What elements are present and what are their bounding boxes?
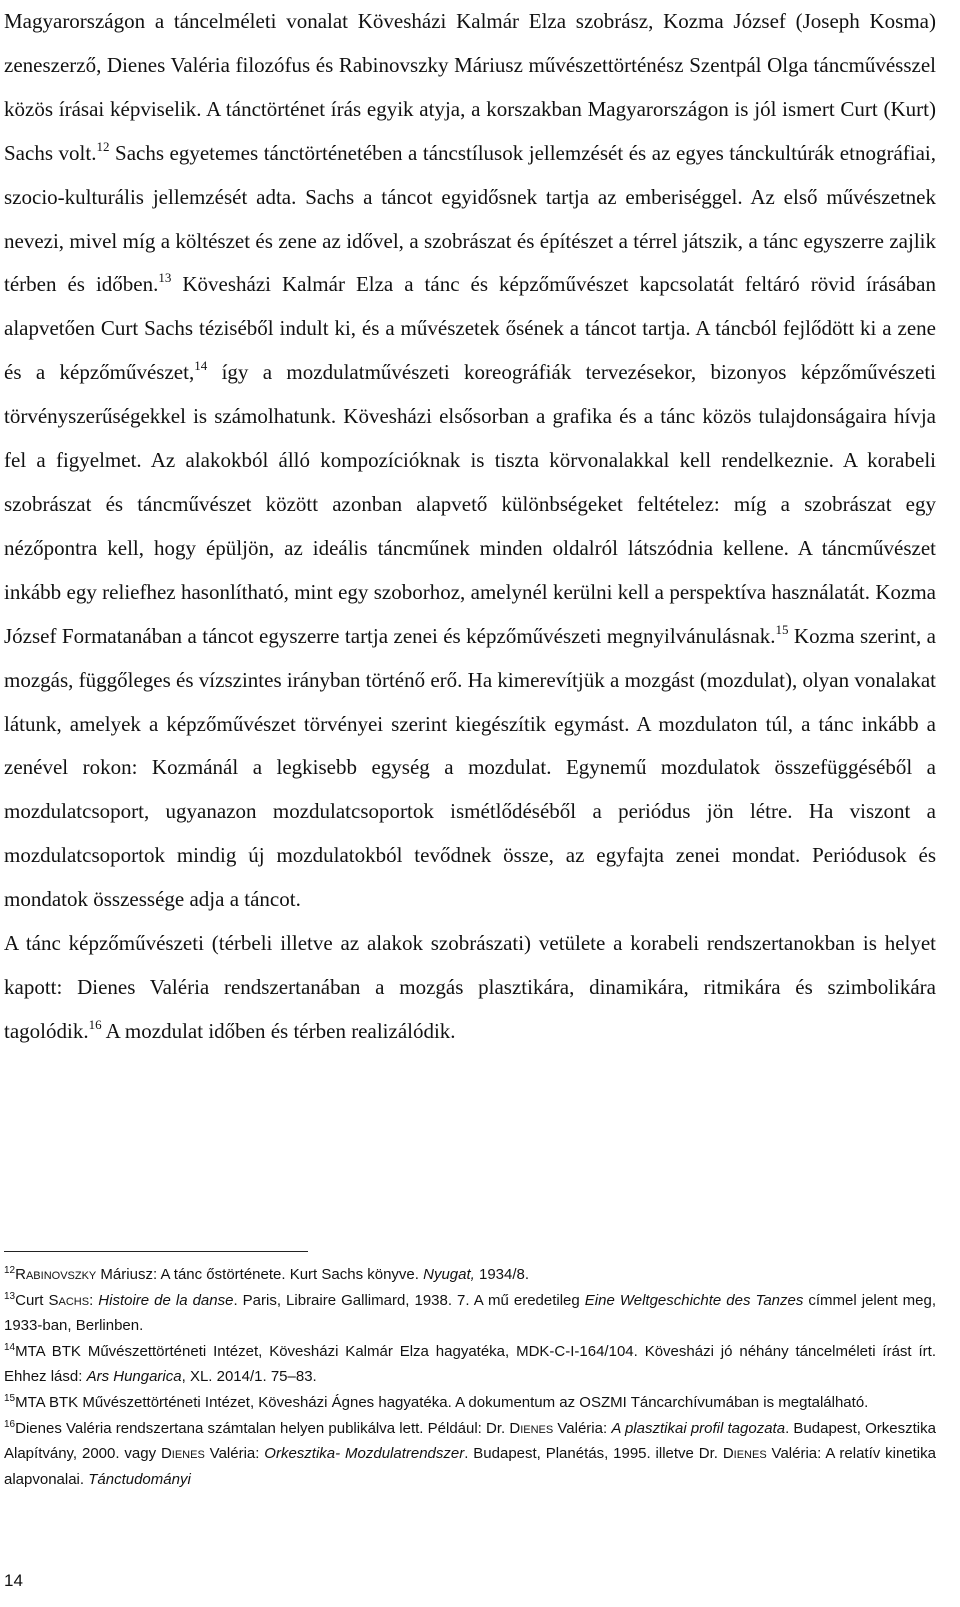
footnote <box>4 1390 936 1416</box>
text-run: Dienes Valéria rendszertana számtalan helyen publikálva lett. Például: Dr. <box>15 1419 510 1437</box>
italic-text: Histoire de la danse <box>98 1291 234 1309</box>
paragraph <box>4 0 936 922</box>
author-name: Dienes <box>509 1419 554 1437</box>
text-run: 1934/8. <box>474 1266 530 1283</box>
italic-text: Orkesztika- Mozdulatrendszer <box>264 1445 465 1463</box>
paragraph <box>4 922 936 1054</box>
text-run: MTA BTK Művészettörténeti Intézet, Kövesházi Ágnes hagyatéka. A dokumentum az OSZMI Táncarchívumában is megtalálható. <box>15 1393 869 1411</box>
footnote-marker: 13 <box>4 1290 16 1302</box>
text-run: Valéria: <box>553 1419 612 1437</box>
footnote-marker: 13 <box>158 270 172 286</box>
text-run: Valéria: <box>204 1445 265 1463</box>
italic-text: Nyugat, <box>423 1266 475 1283</box>
footnote <box>4 1416 936 1493</box>
italic-text: Ars Hungarica <box>86 1368 182 1386</box>
text-run: A tánc képzőművészeti (térbeli illetve az alakok szobrászati) vetülete a korabeli rendszertanokban is helyet kapott: Dienes Valéria rendszertanában a mozgás plasztikára, dinamikára, ritmikára és szimbolikára tagolódik. <box>4 931 936 1043</box>
footnote <box>4 1288 936 1339</box>
text-run: címmel jelent meg, 1933-ban, Berlinben. <box>4 1291 936 1335</box>
text-run: Curt <box>15 1291 49 1309</box>
text-run: Kövesházi Kalmár Elza a tánc és képzőművészet kapcsolatát feltáró rövid írásában alapvetően Curt Sachs téziséből indult ki, és a művészetek ősének a táncot tartja. A táncból fejlődött ki a zene és a képzőművészet, <box>4 272 936 385</box>
footnote-marker: 14 <box>194 358 208 374</box>
text-run: Valéria: A relatív kinetika alapvonalai. <box>4 1445 936 1488</box>
page-number: 14 <box>4 1571 23 1590</box>
footnote-marker: 15 <box>4 1392 16 1404</box>
text-run: MTA BTK Művészettörténeti Intézet, Kövesházi Kalmár Elza hagyatéka, MDK-C-I-164/104. Kövesházi jó néhány táncelméleti írást írt. Ehhez lásd: <box>4 1342 936 1386</box>
text-run: , XL. 2014/1. 75–83. <box>181 1368 317 1386</box>
text-run: : <box>89 1291 99 1309</box>
footnotes <box>4 1262 936 1492</box>
main-text <box>4 0 936 1054</box>
text-run: Sachs egyetemes tánctörténetében a táncstílusok jellemzését és az egyes tánckultúrák etnográfiai, szocio-kulturális jellemzését adta. Sachs a táncot egyidősnek tartja az emberiséggel. Az első művészetnek nevezi, mivel míg a költészet és zene az idővel, a szobrászat és építészet a térrel játszik, a tánc egyszerre zajlik térben és időben. <box>4 140 937 297</box>
text-run: . Budapest, Orkesztika Alapítvány, 2000. vagy <box>4 1419 936 1463</box>
footnote <box>4 1339 936 1390</box>
text-run: A mozdulat időben és térben realizálódik. <box>101 1018 456 1043</box>
text-run: így a mozdulatművészeti koreográfiák tervezésekor, bizonyos képzőművészeti törvényszerűségekkel is számolhatunk. Kövesházi elsősorban a grafika és a tánc közös tulajdonságaira hívja fel a figyelmet. Az alakokból álló kompozícióknak is tiszta körvonalakkal kell rendelkeznie. A korabeli szobrászat és táncművészet között azonban alapvető különbségeket feltételez: míg a szobrászat egy nézőpontra kell, hogy épüljön, az ideális táncműnek minden oldalról látszódnia kellene. A táncművészet inkább egy reliefhez hasonlítható, mint egy szoborhoz, amelynél kerülni kell a perspektíva használatát. Kozma József Formatanában a táncot egyszerre tartja zenei és képzőművészeti megnyilvánulásnak. <box>4 360 936 648</box>
text-run: . Paris, Libraire Gallimard, 1938. 7. A mű eredetileg <box>233 1291 585 1309</box>
footnote-marker: 15 <box>775 621 789 637</box>
footnote-marker: 12 <box>4 1265 16 1276</box>
author-name: Dienes <box>160 1445 205 1463</box>
footnote <box>4 1262 936 1288</box>
text-run: Magyarországon a táncelméleti vonalat Kövesházi Kalmár Elza szobrász, Kozma József (Joseph Kosma) zeneszerző, Dienes Valéria filozófus és Rabinovszky Máriusz művészettörténész Szentpál Olga táncművésszel közös írásai képviselik. A tánctörténet írás egyik atyja, a korszakban Magyarországon is jól ismert Curt (Kurt) Sachs volt. <box>4 9 936 165</box>
footnote-marker: 14 <box>4 1341 16 1353</box>
author-name: Rabinovszky <box>15 1266 97 1283</box>
footnote-marker: 12 <box>96 138 110 154</box>
italic-text: Tánctudományi <box>88 1470 191 1488</box>
italic-text: Eine Weltgeschichte des Tanzes <box>584 1291 804 1309</box>
text-run: Máriusz: A tánc őstörténete. Kurt Sachs könyve. <box>96 1266 424 1283</box>
author-name: Sachs <box>48 1291 90 1309</box>
footnote-separator <box>4 1251 308 1252</box>
text-run: Kozma szerint, a mozgás, függőleges és vízszintes irányban történő erő. Ha kimerevítjük a mozgást (mozdulat), olyan vonalakat látunk, amelyek a képzőművészet törvényei szerint kiegészítik egymást. A mozdulaton túl, a tánc inkább a zenével rokon: Kozmánál a legkisebb egység a mozdulat. Egynemű mozdulatok összefüggéséből a mozdulatcsoport, ugyanazon mozdulatcsoportok ismétlődéséből a periódus jön létre. Ha viszont a mozdulatcsoportok mindig új mozdulatokból tevődnek össze, az egyfajta zenei mondat. Periódusok és mondatok összessége adja a táncot. <box>4 623 936 912</box>
footnote-marker: 16 <box>4 1418 16 1430</box>
italic-text: A plasztikai profil tagozata <box>611 1419 786 1437</box>
text-run: . Budapest, Planétás, 1995. illetve Dr. <box>464 1445 723 1463</box>
author-name: Dienes <box>722 1445 767 1463</box>
footnote-marker: 16 <box>88 1016 102 1032</box>
